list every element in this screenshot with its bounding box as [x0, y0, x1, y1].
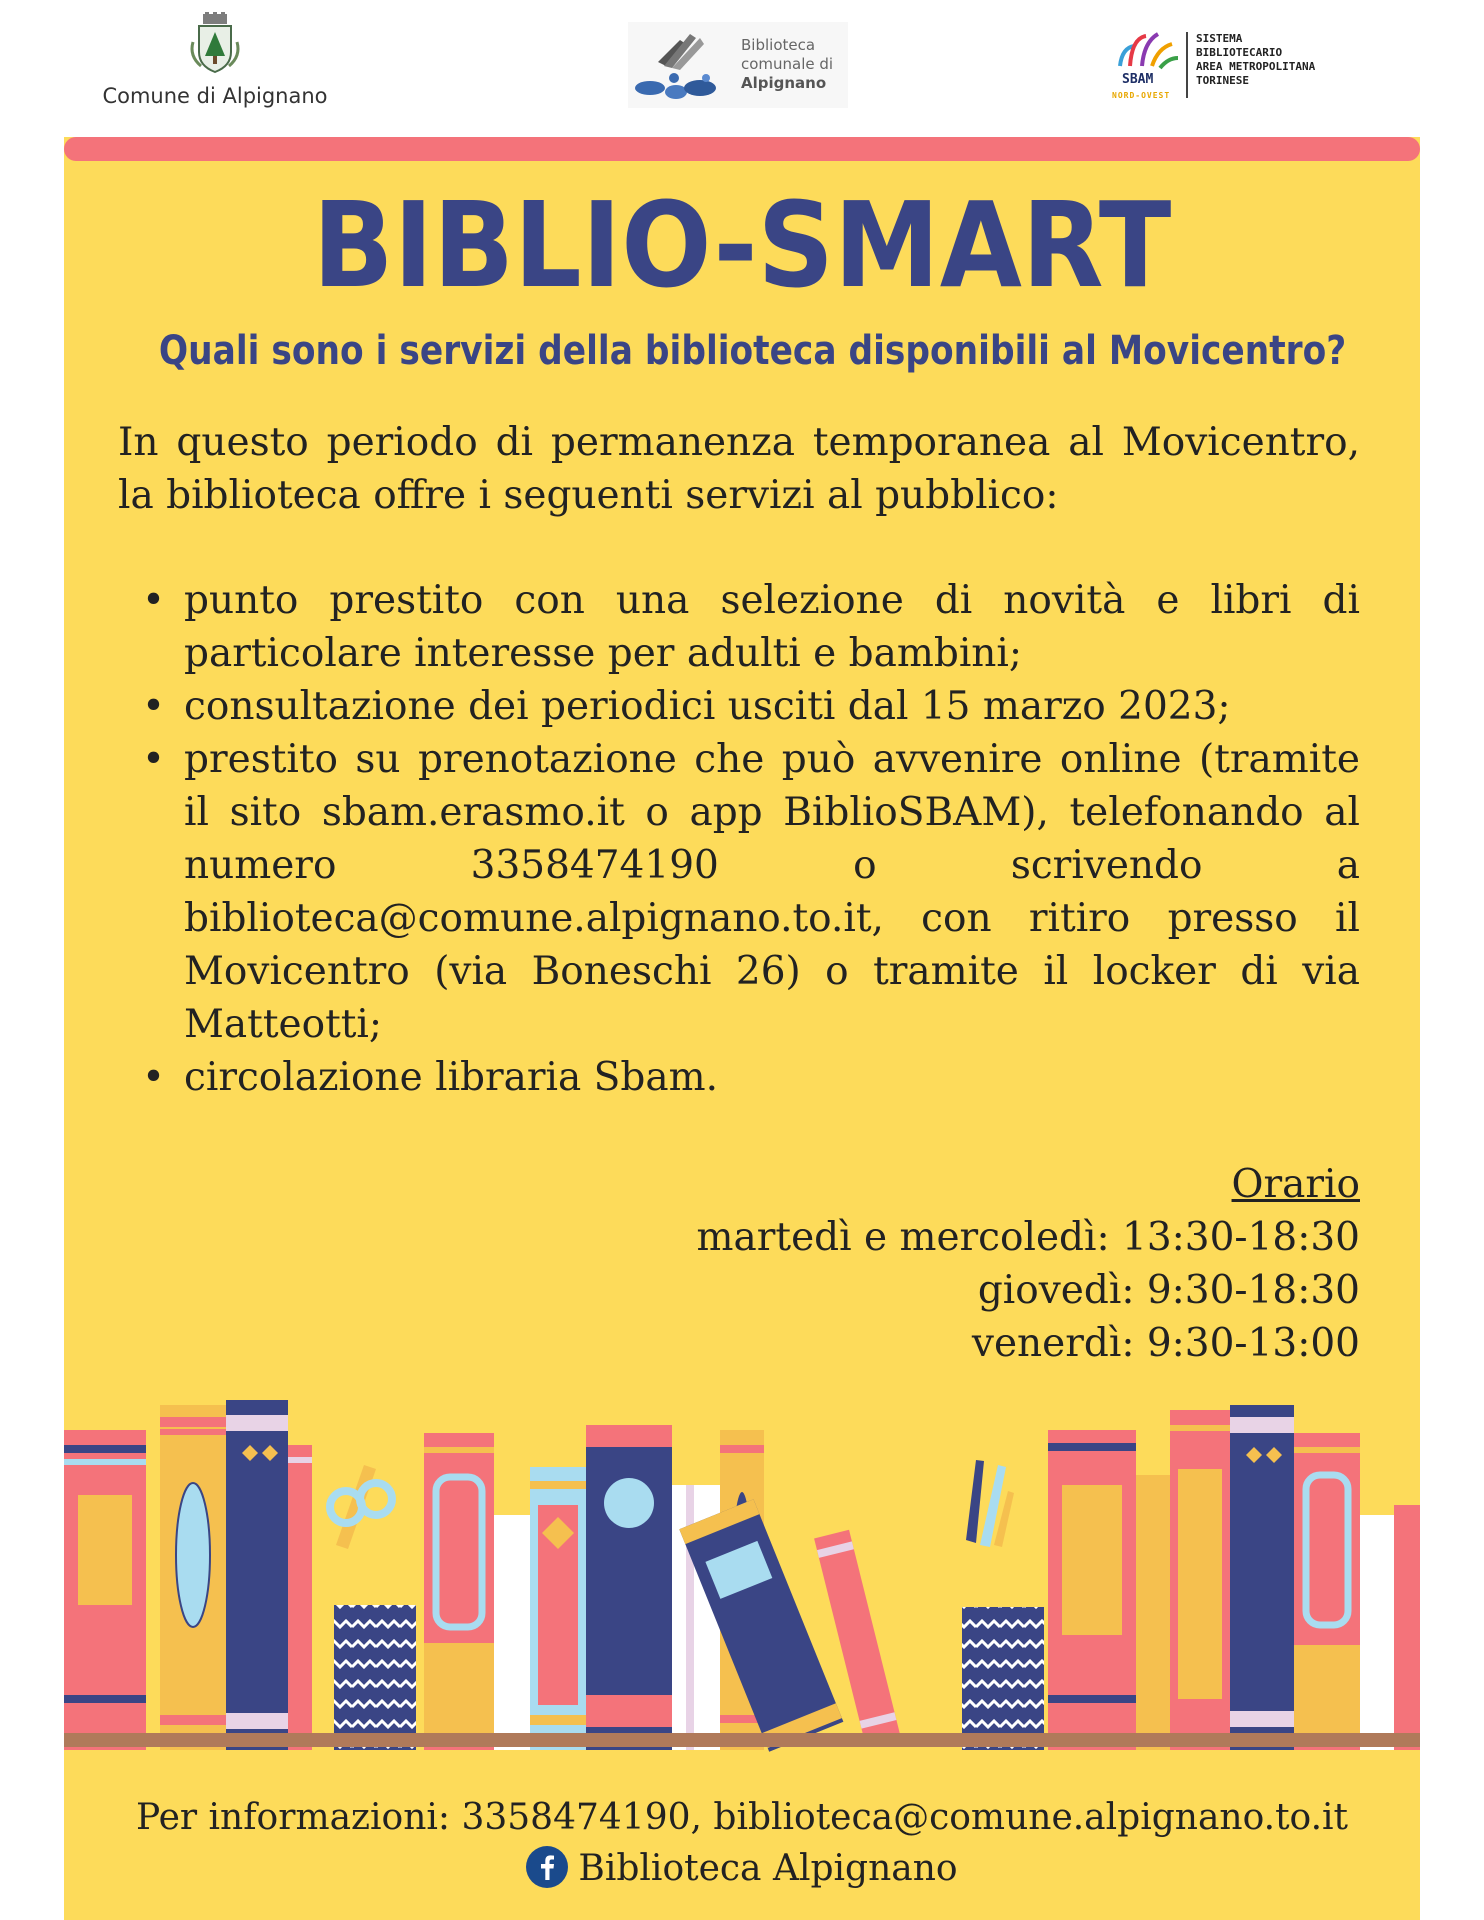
- list-item: [118, 680, 1360, 733]
- list-item: [118, 733, 1360, 1051]
- hours-title: Orario: [1231, 1162, 1360, 1207]
- coat-of-arms-icon: [187, 12, 243, 74]
- page-subtitle: Quali sono i servizi della biblioteca disponibili al Movicentro?: [158, 328, 1347, 374]
- facebook-link[interactable]: [64, 1846, 1420, 1892]
- logo-bar: [0, 0, 1484, 135]
- book-group-left: [64, 1400, 764, 1750]
- biblioteca-logo-text: [741, 36, 833, 93]
- library-logo-icon: [628, 22, 738, 108]
- bullet-icon: •: [142, 737, 166, 782]
- biblio-logo-line: comunale di: [741, 55, 834, 73]
- opening-hours: [560, 1158, 1360, 1370]
- biblio-logo-line: [741, 74, 833, 93]
- page-title: BIBLIO-SMART: [312, 176, 1172, 314]
- biblio-logo-line-bold: Alpignano: [741, 74, 827, 92]
- hours-row: giovedì: 9:30-18:30: [977, 1268, 1360, 1313]
- sbam-logo: [1108, 28, 1368, 108]
- comune-name: Comune di Alpignano: [102, 84, 328, 108]
- bullet-icon: •: [142, 684, 166, 729]
- sbam-text: SISTEMA BIBLIOTECARIO AREA METROPOLITANA TORINESE: [1196, 32, 1316, 87]
- service-text: punto prestito con una selezione di novità e libri di particolare interesse per adulti e bambini;: [184, 578, 1360, 676]
- contact-info: Per informazioni: 3358474190, biblioteca@comune.alpignano.to.it: [135, 1797, 1349, 1838]
- sbam-divider: [1186, 32, 1188, 98]
- comune-logo: [100, 12, 330, 122]
- hours-row: martedì e mercoledì: 13:30-18:30: [696, 1215, 1360, 1260]
- services-list: [118, 574, 1360, 1104]
- list-item: [118, 1051, 1360, 1104]
- service-text: circolazione libraria Sbam.: [184, 1055, 718, 1100]
- intro-paragraph: In questo periodo di permanenza temporanea al Movicentro, la biblioteca offre i seguenti servizi al pubblico:: [118, 420, 1360, 518]
- hours-row: venerdì: 9:30-13:00: [971, 1321, 1360, 1366]
- book-group-right: [962, 1405, 1420, 1750]
- bookshelf-illustration: [64, 1395, 1420, 1755]
- biblio-logo-line: Biblioteca: [741, 36, 816, 54]
- service-text: consultazione dei periodici usciti dal 15 marzo 2023;: [184, 684, 1231, 729]
- biblioteca-logo: [628, 22, 848, 108]
- bullet-icon: •: [142, 578, 166, 623]
- service-text: prestito su prenotazione che può avvenire online (tramite il sito sbam.erasmo.it o app BiblioSBAM), telefonando al numero 3358474190 o scrivendo a biblioteca@comune.alpignano.to.it, con ritiro presso il Movicentro (via Boneschi 26) o tramite il locker di via Matteotti;: [184, 737, 1360, 1047]
- sbam-swirl-icon: [1112, 28, 1182, 72]
- sbam-word: SBAM: [1122, 72, 1154, 87]
- sbam-sub: NORD-OVEST: [1112, 91, 1171, 100]
- shelf-plank: [64, 1733, 1420, 1747]
- facebook-label[interactable]: Biblioteca Alpignano: [578, 1848, 958, 1889]
- bullet-icon: •: [142, 1055, 166, 1100]
- facebook-icon: [526, 1846, 568, 1888]
- top-stripe: [64, 137, 1420, 161]
- list-item: [118, 574, 1360, 680]
